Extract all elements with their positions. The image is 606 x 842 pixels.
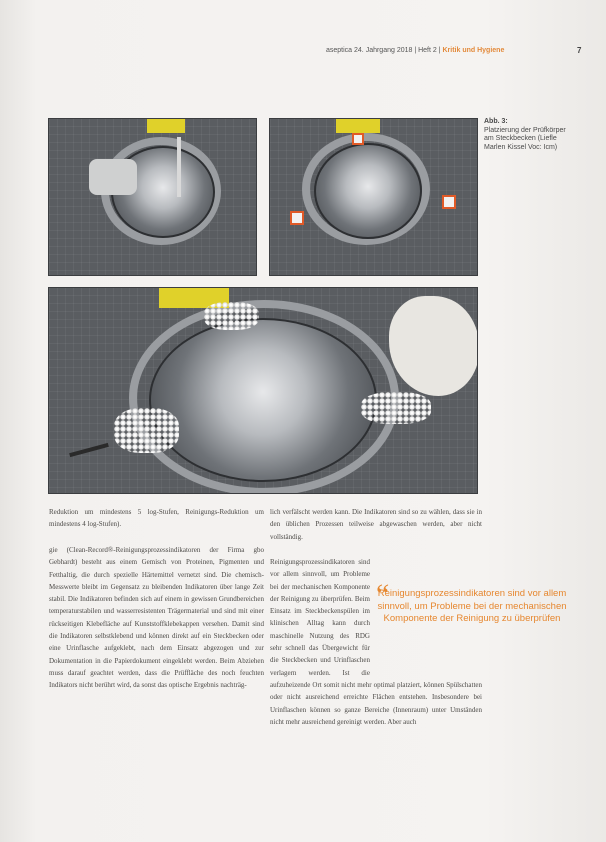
- photo-bedpan-large: [48, 287, 478, 494]
- bedpan-bowl: [314, 143, 422, 239]
- indicator-pellets: [361, 392, 431, 424]
- running-header: [300, 47, 590, 61]
- left-column-intro: [49, 506, 264, 531]
- indicator-sticker: [442, 195, 456, 209]
- photo-bedpan-left: [48, 118, 257, 276]
- pull-quote: Reinigungsprozessindikatoren sind vor allem sinnvoll, um Probleme bei der mechanischen Komponente der Reinigung zu überprüfen: [377, 588, 567, 624]
- indicator-sticker: [290, 211, 304, 225]
- quote-mark-icon: “: [376, 578, 390, 611]
- paragraph: Reinigungsprozessindikatoren sind vor allem sinnvoll, um Probleme bei der mechanischen Komponente der Reinigung zu überprüfen. Beim Einsatz im Steckbeckenspülen im klinischen Alltag kann durch maschinelle Nutzung des RDG sehr schnell das Übergewicht für die Steckbecken und Urinflaschen verlagern werden. Ist die aufzuheizende Ort somit nicht mehr optimal platziert, können Spülschatten oder nicht ausreichend erreichte Flächen entstehen. Insbesondere bei Urinflaschen können so ganze Bereiche (Innenraum) unter Umständen nicht mehr ausreichend gereinigt werden. Aber auch: [270, 558, 482, 726]
- indicator-holder: [147, 119, 185, 133]
- figure-caption-text: Platzierung der Prüfkörper am Steckbecken (Liefle Marlen Kissel Voc: Icm): [484, 126, 566, 151]
- indicator-sticker: [352, 133, 364, 145]
- left-column-body: [49, 544, 264, 692]
- journal-info: [326, 47, 504, 54]
- figure-label: Abb. 3:: [484, 118, 508, 125]
- indicator-rod: [177, 137, 181, 197]
- sink-edge: [89, 159, 137, 195]
- section-name: Kritik und Hygiene: [442, 47, 505, 54]
- indicator-pellets: [114, 408, 179, 453]
- photo-bedpan-right: [269, 118, 478, 276]
- paragraph: lich verfälscht werden kann. Die Indikatoren sind so zu wählen, dass sie in den üblichen Prozessen teilweise abgewaschen werden, aber nicht vollständig.: [270, 508, 482, 541]
- page-number: 7: [577, 46, 582, 55]
- journal-title: aseptica 24. Jahrgang 2018 | Heft 2 |: [326, 47, 441, 54]
- bedpan-bowl: [149, 318, 377, 482]
- figure-caption: [484, 118, 574, 152]
- paragraph: gie (Clean-Record®-Reinigungsprozessindikatoren der Firma gbo Gebhardt) besteht aus einem Gemisch von Proteinen, Pigmenten und Fetthaltig, die durch spezielle Härtemittel vernetzt sind. Die chemisch-Messwerte bleibt im Gegensatz zu bleibenden Indikatoren über lange Zeit stabil. Die Indikatoren befinden sich auf einem in gewissen Grundbereichen temperaturstabilen und wasserresistenten Trägermaterial und sind mit einer rückseitigen Klebefläche auf Kunststoffklebekappen versehen. Damit sind die Indikatoren selbstklebend und können direkt auf ein Steckbecken oder eine Urinflasche aufgeklebt, nach dem Einsatz abgezogen und zur Dokumentation in die Papierdokument eingeklebt werden. Beim Abziehen muss darauf geachtet werden, dass die Prüffläche des noch feuchten Indikators nicht berührt wird, da sonst das optische Ergebnis nachträg-: [49, 546, 264, 690]
- indicator-holder: [336, 119, 380, 133]
- right-column-cont: [270, 506, 482, 543]
- indicator-pellets: [204, 302, 259, 330]
- paragraph: Reduktion um mindestens 5 log-Stufen, Reinigungs-Reduktion um mindestens 4 log-Stufen).: [49, 508, 264, 529]
